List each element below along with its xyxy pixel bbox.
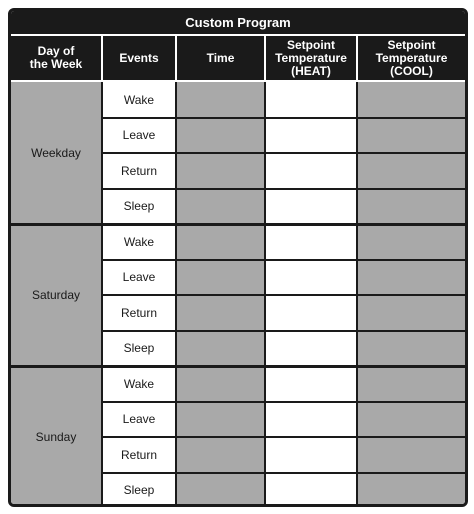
header-cool-setpoint	[358, 36, 465, 80]
cool-setpoint-entry-cell[interactable]	[358, 189, 465, 225]
time-entry-cell[interactable]	[177, 82, 264, 118]
event-label: Leave	[122, 412, 156, 427]
time-entry-cell[interactable]	[177, 224, 264, 260]
column-divider	[101, 82, 103, 507]
row-divider	[103, 330, 465, 332]
heat-setpoint-entry-cell[interactable]	[266, 402, 356, 438]
event-label: Sleep	[123, 341, 155, 356]
time-entry-cell[interactable]	[177, 473, 264, 508]
heat-setpoint-entry-cell[interactable]	[266, 366, 356, 402]
cool-setpoint-entry-cell[interactable]	[358, 260, 465, 296]
time-entry-cell[interactable]	[177, 437, 264, 473]
cool-setpoint-entry-cell[interactable]	[358, 366, 465, 402]
table-title: Custom Program	[11, 11, 465, 34]
event-label: Wake	[123, 376, 155, 391]
row-divider	[103, 472, 465, 474]
time-entry-cell[interactable]	[177, 260, 264, 296]
row-divider	[103, 436, 465, 438]
header-heat-line-2: Temperature	[275, 50, 347, 65]
row-divider	[103, 188, 465, 190]
cool-setpoint-entry-cell[interactable]	[358, 295, 465, 331]
day-label: Sunday	[35, 430, 77, 444]
cool-setpoint-entry-cell[interactable]	[358, 473, 465, 508]
time-entry-cell[interactable]	[177, 366, 264, 402]
header-heat-line-3: (HEAT)	[291, 63, 331, 78]
row-divider	[103, 294, 465, 296]
cool-setpoint-entry-cell[interactable]	[358, 402, 465, 438]
event-label: Return	[120, 447, 158, 462]
column-divider	[356, 82, 358, 507]
heat-setpoint-entry-cell[interactable]	[266, 82, 356, 118]
header-day-line-2: the Week	[29, 57, 83, 71]
header-day-of-week	[11, 36, 101, 80]
header-day-line-1: Day of	[37, 44, 75, 58]
heat-setpoint-entry-cell[interactable]	[266, 260, 356, 296]
heat-setpoint-entry-cell[interactable]	[266, 437, 356, 473]
event-label: Leave	[122, 270, 156, 285]
event-label: Wake	[123, 234, 155, 249]
header-cool-line-2: Temperature	[375, 50, 448, 65]
column-divider	[264, 82, 266, 507]
header-cool-line-1: Setpoint	[387, 37, 436, 52]
column-divider	[175, 82, 177, 507]
heat-setpoint-entry-cell[interactable]	[266, 473, 356, 508]
day-label: Weekday	[31, 146, 81, 160]
day-label: Saturday	[31, 288, 81, 302]
header-heat-line-1: Setpoint	[287, 37, 335, 52]
time-entry-cell[interactable]	[177, 118, 264, 154]
event-label: Return	[120, 305, 158, 320]
row-divider	[103, 259, 465, 261]
heat-setpoint-entry-cell[interactable]	[266, 295, 356, 331]
row-divider	[103, 117, 465, 119]
cool-setpoint-entry-cell[interactable]	[358, 153, 465, 189]
event-label: Wake	[123, 92, 155, 107]
day-divider	[11, 365, 465, 368]
event-label: Leave	[122, 128, 156, 143]
cool-setpoint-entry-cell[interactable]	[358, 331, 465, 367]
time-entry-cell[interactable]	[177, 153, 264, 189]
heat-setpoint-entry-cell[interactable]	[266, 331, 356, 367]
custom-program-table	[8, 8, 468, 507]
time-entry-cell[interactable]	[177, 402, 264, 438]
header-cool-line-3: (COOL)	[390, 63, 433, 78]
time-entry-cell[interactable]	[177, 295, 264, 331]
event-label: Return	[120, 163, 158, 178]
row-divider	[103, 152, 465, 154]
heat-setpoint-entry-cell[interactable]	[266, 224, 356, 260]
cool-setpoint-entry-cell[interactable]	[358, 224, 465, 260]
header-events: Events	[103, 36, 175, 80]
day-divider	[11, 223, 465, 226]
row-divider	[103, 401, 465, 403]
header-time: Time	[177, 36, 264, 80]
heat-setpoint-entry-cell[interactable]	[266, 118, 356, 154]
time-entry-cell[interactable]	[177, 189, 264, 225]
cool-setpoint-entry-cell[interactable]	[358, 437, 465, 473]
cool-setpoint-entry-cell[interactable]	[358, 82, 465, 118]
heat-setpoint-entry-cell[interactable]	[266, 153, 356, 189]
time-entry-cell[interactable]	[177, 331, 264, 367]
event-label: Sleep	[123, 483, 155, 498]
event-label: Sleep	[123, 199, 155, 214]
header-heat-setpoint	[266, 36, 356, 80]
cool-setpoint-entry-cell[interactable]	[358, 118, 465, 154]
heat-setpoint-entry-cell[interactable]	[266, 189, 356, 225]
